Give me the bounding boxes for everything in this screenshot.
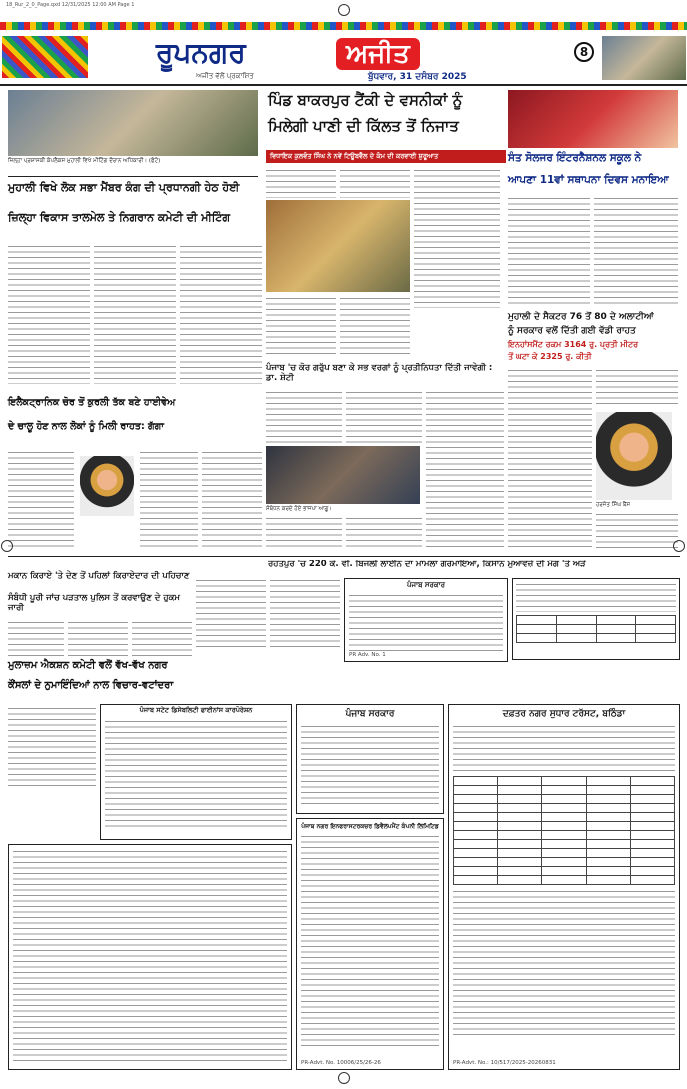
school-photo [508,90,678,148]
registration-mark-icon [1,540,13,552]
infrastructure-notice-body [301,834,439,1048]
punjab-govt-notice-1-body [349,593,503,653]
top-story-column-2 [340,168,410,198]
infrastructure-notice-title: ਪੰਜਾਬ ਨਗਰ ਇਨਫਰਾਸਟਰਕਚਰ ਡਿਵੈਲਪਮੈਂਟ ਕੰਪਨੀ ਲਿਮਿਟਿਡ [301,823,439,830]
middle-story-column-5 [346,516,422,550]
sector-story-headline-2: ਨੂੰ ਸਰਕਾਰ ਵਲੋਂ ਦਿੱਤੀ ਗਈ ਵੱਡੀ ਰਾਹਤ [508,326,636,336]
improvement-trust-title: ਦਫ਼ਤਰ ਨਗਰ ਸੁਧਾਰ ਟਰੱਸਟ, ਬਠਿੰਡਾ [502,709,626,719]
left-story-column-1 [8,244,90,384]
sector-story-column-3 [596,512,678,548]
state-board-notice-body [105,719,287,829]
left-story-headline-2: ਜ਼ਿਲ੍ਹਾ ਵਿਕਾਸ ਤਾਲਮੇਲ ਤੇ ਨਿਗਰਾਨ ਕਮੇਟੀ ਦੀ ਮੀਟਿੰਗ [8,211,231,224]
tubewell-photo [266,200,410,292]
gaga-story-headline-1: ਇਲੈਕਟ੍ਰਾਨਿਕ ਚੋਰ ਤੋਂ ਕੁਰਲੀ ਤੱਕ ਬਣੇ ਹਾਈਵੇਅ [8,397,176,408]
middle-story-column-3 [426,390,504,550]
masthead-left-pattern [2,36,88,78]
punjab-govt-notice-1-title: ਪੰਜਾਬ ਸਰਕਾਰ [406,581,445,589]
punjab-govt-notice-2-title: ਪੰਜਾਬ ਸਰਕਾਰ [345,709,395,719]
gaga-story-column-3 [202,450,262,550]
state-board-notice [100,704,292,840]
masthead-subtitle: ਅਜੀਤ ਵੱਲੋਂ ਪ੍ਰਕਾਸ਼ਿਤ [196,72,254,80]
gaga-portrait [80,456,134,516]
top-story-headline-1: ਪਿੰਡ ਬਾਕਰਪੁਰ ਟੈਂਕੀ ਦੇ ਵਸਨੀਕਾਂ ਨੂੰ [268,91,463,109]
school-story-column-1 [508,196,590,308]
meeting-photo-caption: ਜ਼ਿਲ੍ਹਾ ਪ੍ਰਸ਼ਾਸਕੀ ਕੰਪਲੈਕਸ ਮੁਹਾਲੀ ਵਿਖੇ ਮੀਟਿੰਗ ਦੌਰਾਨ ਅਧਿਕਾਰੀ। (ਫੋਟੋ) [8,158,161,164]
tender-notice-box [512,578,680,660]
tender-notice-table [516,615,676,643]
registration-mark-icon [338,4,350,16]
employee-story-column-1 [8,706,96,790]
infrastructure-notice-adv: PR-Advt. No. 10006/25/26-26 [301,1060,381,1067]
power-story-headline: ਰੋਹਤਪੁਰ 'ਚ 220 ਕੇ. ਵੀ. ਬਿਜਲੀ ਲਾਈਨ ਦਾ ਮਾਮਲਾ ਗਰਮਾਇਆ, ਕਿਸਾਨ ਮੁਆਵਜ਼ੇ ਦੀ ਮੰਗ 'ਤੇ ਅੜੇ [268,560,586,569]
middle-story-column-4 [266,516,342,550]
meeting-photo [8,90,258,156]
punjab-govt-notice-2 [296,704,444,814]
page-number: 8 [574,42,594,62]
registration-mark-icon [673,540,685,552]
lower-left-notices-body [13,849,287,1065]
minister-portrait-caption: ਹਰਜੋਤ ਸਿੰਘ ਬੈਂਸ [596,502,631,508]
power-story-column-1 [196,578,266,648]
sector-story-headline-1: ਮੁਹਾਲੀ ਦੇ ਸੈਕਟਰ 76 ਤੋਂ 80 ਦੇ ਅਲਾਟੀਆਂ [508,312,654,322]
sector-story-column-1 [508,368,592,548]
infrastructure-notice [296,818,444,1070]
power-story-column-2 [270,578,340,648]
bjp-leaders-caption: ਸੰਬੋਧਨ ਕਰਦੇ ਹੋਏ ਭਾਜਪਾ ਆਗੂ। [266,506,333,512]
improvement-trust-terms [453,889,675,1039]
tender-notice-text [516,582,676,612]
sector-story-subhead-2: ਤੋਂ ਘਟਾ ਕੇ 2325 ਰੁ. ਕੀਤੀ [508,352,592,361]
improvement-trust-notice [448,704,680,1070]
masthead-date: ਬੁੱਧਵਾਰ, 31 ਦਸੰਬਰ 2025 [368,72,467,82]
divider [8,556,680,557]
top-story-column-3 [414,168,500,308]
improvement-trust-table [453,776,675,885]
lower-left-notices [8,844,292,1070]
employee-story-headline-1: ਮੁਲਾਜ਼ਮ ਐਕਸ਼ਨ ਕਮੇਟੀ ਵਲੋਂ ਵੱਖ-ਵੱਖ ਨਗਰ [8,660,168,671]
sector-story-subhead-1: ਇਨਹਾਂਸਮੈਂਟ ਰਕਮ 3164 ਰੁ. ਪ੍ਰਤੀ ਮੀਟਰ [508,340,639,349]
employee-story-headline-2: ਕੌਂਸਲਾਂ ਦੇ ਨੁਮਾਇੰਦਿਆਂ ਨਾਲ ਵਿਚਾਰ-ਵਟਾਂਦਰਾ [8,680,174,691]
school-story-column-2 [594,196,678,308]
tenant-story-headline-2: ਸੰਬੰਧੀ ਪੂਰੀ ਜਾਂਚ ਪੜਤਾਲ ਪੁਲਿਸ ਤੋਂ ਕਰਵਾਉਣ ਦੇ ਹੁਕਮ ਜਾਰੀ [8,593,181,613]
punjab-govt-notice-1-adv: PR Adv. No. 1 [349,652,386,659]
minister-portrait [596,412,672,500]
gaga-story-column-2 [140,450,198,550]
middle-story-headline: ਪੰਜਾਬ 'ਚ ਕੋਰ ਗਰੁੱਪ ਬਣਾ ਕੇ ਸਭ ਵਰਗਾਂ ਨੂੰ ਪ੍ਰਤੀਨਿਧਤਾ ਦਿੱਤੀ ਜਾਵੇਗੀ : ਡਾ. ਸ਼ੇਟੀ [266,363,493,383]
top-story-headline-2: ਮਿਲੇਗੀ ਪਾਣੀ ਦੀ ਕਿੱਲਤ ਤੋਂ ਨਿਜਾਤ [268,117,459,135]
masthead-title-left: ਰੂਪਨਗਰ [156,36,246,69]
page-slug: 18_Rur_2_0_Page.qxd 12/31/2025 12:00 AM Page 1 [6,2,135,8]
gaga-story-column-1 [8,450,74,550]
school-story-headline-2: ਆਪਣਾ 11ਵਾਂ ਸਥਾਪਨਾ ਦਿਵਸ ਮਨਾਇਆ [508,174,669,186]
masthead-title-right: ਅਜੀਤ [336,38,420,70]
registration-mark-icon [338,1072,350,1084]
tenant-story-column-1 [8,620,64,656]
middle-story-column-2 [346,390,422,444]
tenant-story-column-2 [68,620,128,656]
improvement-trust-intro [453,724,675,772]
improvement-trust-adv: PR-Advt. No.: 10/517/2025-20260831 [453,1060,556,1067]
tenant-story-column-3 [132,620,192,656]
top-story-column-4 [266,296,336,354]
middle-story-column-1 [266,390,342,444]
gaga-story-headline-2: ਦੇ ਚਾਲੂ ਹੋਣ ਨਾਲ ਲੋਕਾਂ ਨੂੰ ਮਿਲੀ ਰਾਹਤ: ਗੱਗਾ [8,421,165,432]
bjp-leaders-photo [266,446,420,504]
sector-story-column-2 [596,368,678,408]
left-story-column-3 [180,244,262,384]
top-story-column-1 [266,168,336,198]
punjab-govt-notice-1 [344,578,508,662]
top-story-column-5 [340,296,410,354]
divider [8,176,258,177]
state-board-notice-title: ਪੰਜਾਬ ਸਟੇਟ ਡਿਸੇਬਲਿਟੀ ਫਾਈਨਾਂਸ ਕਾਰਪੋਰੇਸ਼ਨ [139,706,253,714]
top-story-subhead: ਵਿਧਾਇਕ ਕੁਲਵੰਤ ਸਿੰਘ ਨੇ ਨਵੇਂ ਟਿਊਬਵੈੱਲ ਦੇ ਕੰਮ ਦੀ ਕਰਵਾਈ ਸ਼ੁਰੂਆਤ [266,150,506,163]
punjab-govt-notice-2-body [301,724,439,808]
left-story-column-2 [94,244,176,384]
left-story-headline-1: ਮੁਹਾਲੀ ਵਿਖੇ ਲੋਕ ਸਭਾ ਮੈਂਬਰ ਕੰਗ ਦੀ ਪ੍ਰਧਾਨਗੀ ਹੇਠ ਹੋਈ [8,181,240,194]
tenant-story-headline-1: ਮਕਾਨ ਕਿਰਾਏ 'ਤੇ ਦੇਣ ਤੋਂ ਪਹਿਲਾਂ ਕਿਰਾਏਦਾਰ ਦੀ ਪਹਿਚਾਣ [8,571,190,581]
masthead-fort-image [602,36,686,80]
school-story-headline-1: ਸੰਤ ਸੋਲਜਰ ਇੰਟਰਨੈਸ਼ਨਲ ਸਕੂਲ ਨੇ [508,152,642,164]
